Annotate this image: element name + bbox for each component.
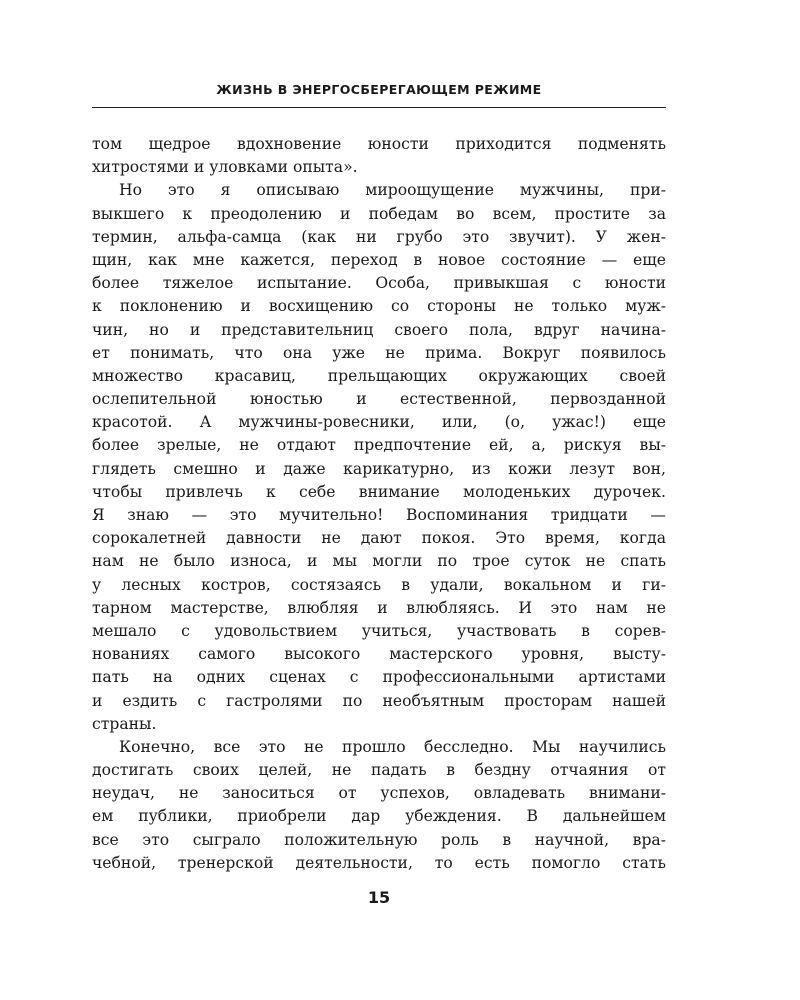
- text-line: тарном мастерстве, влюбляя и влюбляясь. И это нам не: [92, 598, 666, 617]
- text-line: ослепительной юностью и естественной, первозданной: [92, 390, 666, 409]
- text-line: достигать своих целей, не падать в бездну отчаяния от: [92, 761, 666, 780]
- text-line: и ездить с гастролями по необъятным просторам нашей: [92, 691, 666, 710]
- body-text: [92, 133, 666, 875]
- text-line: Но это я описываю мироощущение мужчины, при-: [119, 181, 666, 200]
- text-line: Я знаю — это мучительно! Воспоминания тридцати —: [92, 506, 666, 524]
- text-line: том щедрое вдохновение юности приходится подменять: [92, 135, 666, 153]
- text-line: более тяжелое испытание. Особа, привыкшая с юности: [92, 274, 666, 293]
- text-line: к поклонению и восхищению со стороны не только муж-: [92, 297, 666, 316]
- text-line: все это сыграло положительную роль в научной, вра-: [92, 830, 666, 849]
- text-line: красотой. А мужчины-ровесники, или, (о, ужас!) еще: [92, 413, 666, 432]
- page-number: 15: [367, 888, 391, 907]
- text-line: неудач, не заноситься от успехов, овладевать внимани-: [92, 784, 666, 803]
- text-line: более зрелые, не отдают предпочтение ей, а, рискуя вы-: [92, 436, 666, 455]
- text-line: ем публики, приобрели дар убеждения. В дальнейшем: [92, 807, 666, 826]
- text-line: Конечно, все это не прошло бесследно. Мы научились: [119, 737, 666, 756]
- text-line: у лесных костров, состязаясь в удали, вокальном и ги-: [92, 575, 666, 594]
- text-line: сорокалетней давности не дают покоя. Это время, когда: [92, 529, 666, 548]
- text-line: термин, альфа-самца (как ни грубо это звучит). У жен-: [92, 227, 666, 246]
- text-line: пать на одних сценах с профессиональными артистами: [92, 668, 666, 687]
- text-line: мешало с удовольствием учиться, участвовать в сорев-: [92, 621, 666, 640]
- text-line: щин, как мне кажется, переход в новое состояние — еще: [92, 250, 666, 269]
- text-line: выкшего к преодолению и победам во всем, простите за: [92, 204, 666, 223]
- running-head: ЖИЗНЬ В ЭНЕРГОСБЕРЕГАЮЩЕМ РЕЖИМЕ: [216, 82, 542, 97]
- text-line: глядеть смешно и даже карикатурно, из кожи лезут вон,: [92, 459, 666, 478]
- text-line: страны.: [92, 714, 157, 733]
- text-line: нованиях самого высокого мастерского уровня, высту-: [92, 645, 666, 664]
- text-line: чин, но и представительниц своего пола, вдруг начина-: [92, 320, 666, 339]
- text-line: нам не было износа, и мы могли по трое суток не спать: [92, 552, 666, 571]
- text-line: чебной, тренерской деятельности, то есть помогло стать: [92, 853, 666, 872]
- header-rule: [92, 107, 666, 108]
- text-line: ет понимать, что она уже не прима. Вокруг появилось: [92, 343, 666, 362]
- text-line: множество красавиц, прельщающих окружающих своей: [92, 366, 666, 385]
- text-line: чтобы привлечь к себе внимание молоденьких дурочек.: [92, 482, 666, 501]
- text-line: хитростями и уловками опыта».: [92, 158, 358, 177]
